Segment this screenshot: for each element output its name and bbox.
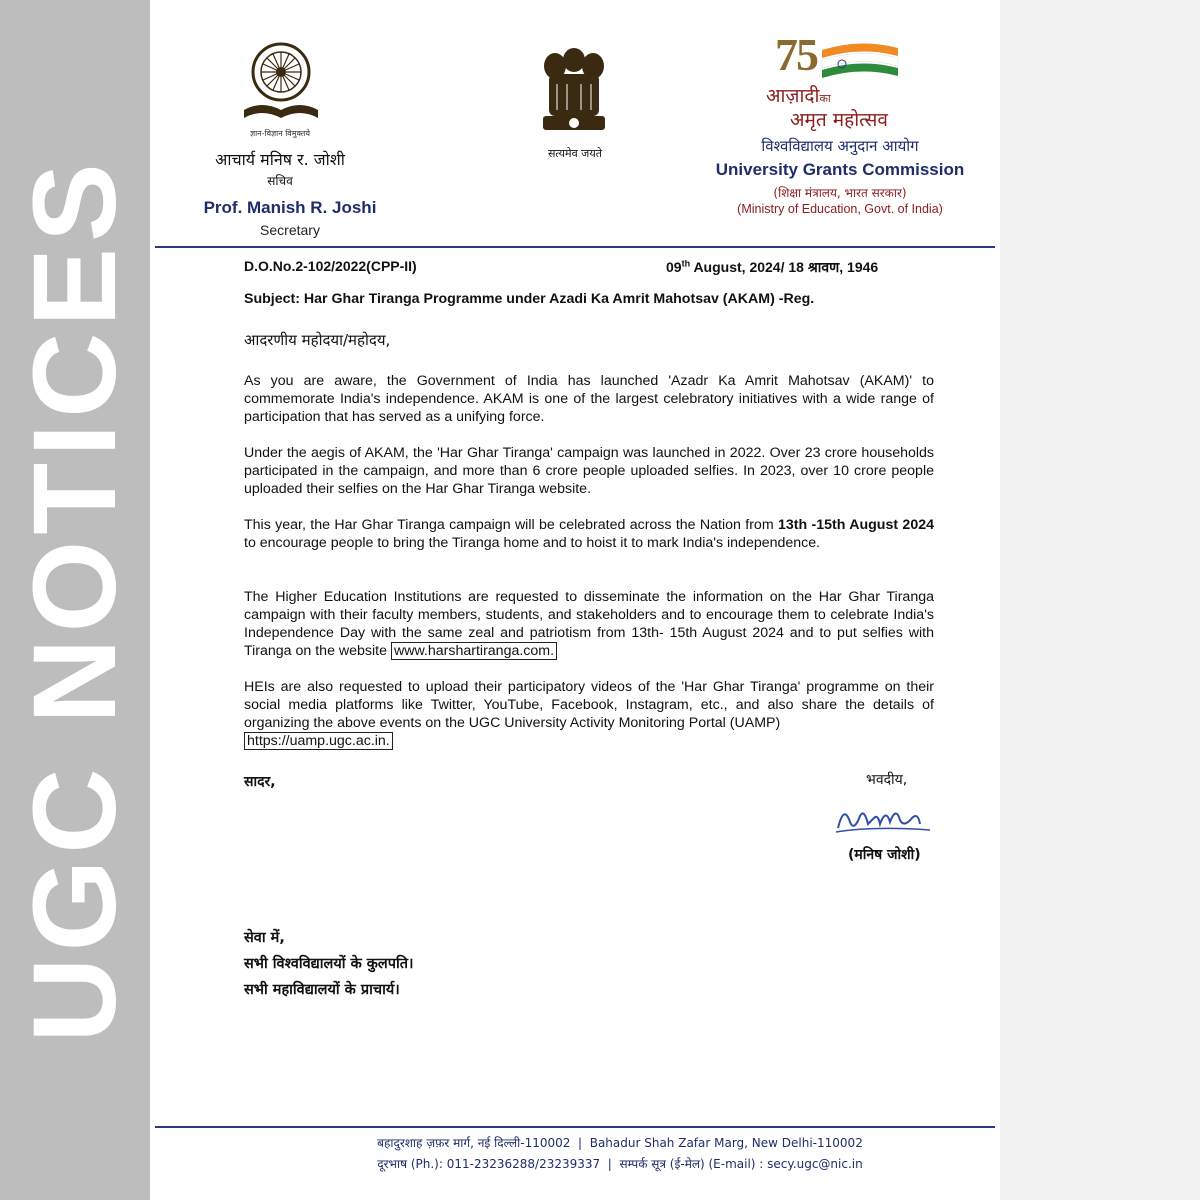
closing-left: सादर,	[244, 774, 276, 790]
akam-line2: अमृत महोत्सव	[790, 109, 888, 131]
harghar-website-link[interactable]: www.harshartiranga.com.	[391, 642, 557, 660]
closing-right: भवदीय,	[866, 772, 908, 788]
ugc-name-english: University Grants Commission	[715, 160, 965, 179]
tricolor-flag-icon	[820, 40, 900, 84]
paragraph-4: The Higher Education Institutions are requested to disseminate the information on the Har Ghar Tiranga campaign with their faculty members, students, and stakeholders and to encourage them to celebrate India's Independence Day with the same zeal and patriotism from 13th- 15th August 2024 and to put selfies with Tiranga on the website www.harshartiranga.com.	[244, 589, 934, 659]
secretary-designation: Secretary	[260, 222, 320, 238]
signature-icon	[834, 798, 934, 840]
signatory-name: (मनिष जोशी)	[848, 847, 921, 863]
footer-divider	[155, 1126, 995, 1128]
salutation: आदरणीय महोदया/महोदय,	[244, 331, 391, 349]
paragraph-2: Under the aegis of AKAM, the 'Har Ghar Tiranga' campaign was launched in 2022. Over 23 crore households participated in the campaign, and more than 6 crore people uploaded selfies. In 2023, over 10 crore people uploaded their selfies on the Har Ghar Tiranga website.	[244, 445, 934, 497]
footer-address: बहादुरशाह ज़फ़र मार्ग, नई दिल्ली-110002 | Bahadur Shah Zafar Marg, New Delhi-110002	[377, 1136, 863, 1150]
ugc-name-hindi: विश्वविद्यालय अनुदान आयोग	[761, 137, 919, 155]
recipients-principals: सभी महाविद्यालयों के प्राचार्य।	[244, 982, 400, 998]
ugc-logo-icon	[238, 38, 324, 130]
header-divider	[155, 246, 995, 248]
sidebar-title: UGC NOTICES	[9, 157, 141, 1043]
ministry-english: (Ministry of Education, Govt. of India)	[737, 202, 943, 216]
letter-page	[150, 0, 1000, 1200]
footer-contact: दूरभाष (Ph.): 011-23236288/23239337 | सम्पर्क सूत्र (ई-मेल) (E-mail) : secy.ugc@nic.in	[377, 1157, 863, 1171]
secretary-name-hindi: आचार्य मनिष र. जोशी	[215, 150, 345, 169]
paragraph-1: As you are aware, the Government of India has launched 'Azadr Ka Amrit Mahotsav (AKAM)' to commemorate India's independence. AKAM is one of the largest celebratory initiatives with a wide range of participation that has served as a unifying force.	[244, 373, 934, 425]
recipients-heading: सेवा में,	[244, 930, 285, 946]
emblem-motto: सत्यमेव जयते	[547, 147, 602, 160]
national-emblem-icon	[537, 44, 611, 140]
ministry-hindi: (शिक्षा मंत्रालय, भारत सरकार)	[773, 186, 907, 200]
akam-75-number: 75	[775, 29, 817, 80]
uamp-portal-link[interactable]: https://uamp.ugc.ac.in.	[244, 732, 393, 750]
reference-number: D.O.No.2-102/2022(CPP-II)	[244, 258, 417, 274]
secretary-name: Prof. Manish R. Joshi	[203, 198, 377, 217]
letter-subject: Subject: Har Ghar Tiranga Programme under Azadi Ka Amrit Mahotsav (AKAM) -Reg.	[244, 291, 815, 307]
recipients-vcs: सभी विश्वविद्यालयों के कुलपति।	[244, 956, 414, 972]
right-margin	[1000, 0, 1200, 1200]
akam-line1: आज़ादीका	[766, 85, 831, 107]
secretary-designation-hindi: सचिव	[267, 174, 293, 188]
letter-date: 09th August, 2024/ 18 श्रावण, 1946	[666, 258, 879, 275]
sidebar-band	[0, 0, 150, 1200]
ugc-motto: ज्ञान-विज्ञान विमुक्तये	[249, 129, 311, 138]
paragraph-5: HEIs are also requested to upload their participatory videos of the 'Har Ghar Tiranga' programme on their social media platforms like Twitter, YouTube, Facebook, Instagram, etc., and also share the details of organizing the above events on the UGC University Activity Monitoring Portal (UAMP) https://uamp.ugc.ac.in.	[244, 679, 934, 749]
paragraph-3: This year, the Har Ghar Tiranga campaign will be celebrated across the Nation from 13th -15th August 2024 to encourage people to bring the Tiranga home and to hoist it to mark India's independence.	[244, 517, 934, 551]
